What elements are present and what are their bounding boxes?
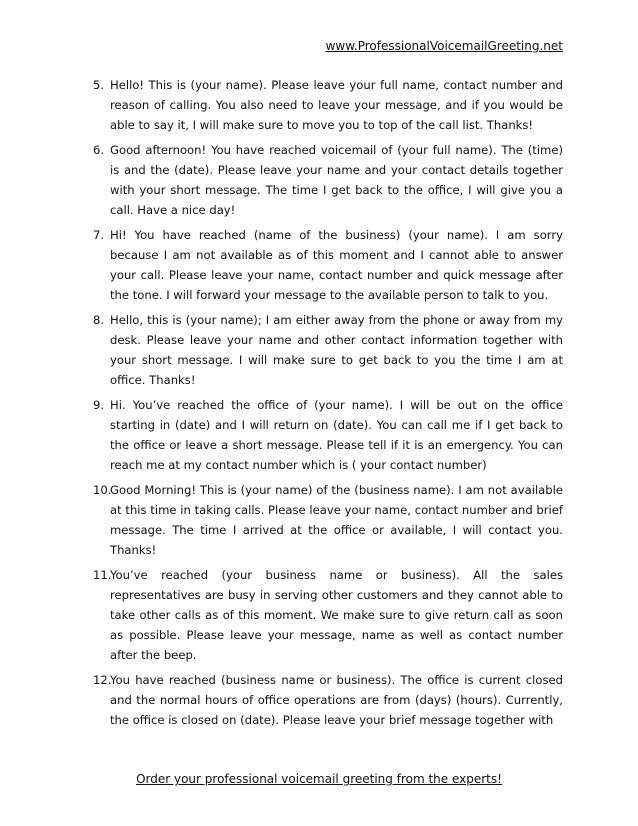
item-number: 11. <box>93 568 112 582</box>
item-number: 6. <box>93 143 105 157</box>
list-item <box>93 565 563 665</box>
greeting-list <box>93 75 563 735</box>
item-number: 10. <box>93 483 112 497</box>
list-item <box>93 225 563 305</box>
list-item <box>93 480 563 560</box>
item-text: Hello, this is (your name); I am either away from the phone or away from my desk. Please leave your name and other contact information together with your short message. I will make sure to get back to you the time I am at office. Thanks! <box>110 313 563 387</box>
list-item <box>93 395 563 475</box>
item-number: 7. <box>93 228 105 242</box>
item-text: Good Morning! This is (your name) of the (business name). I am not available at this time in taking calls. Please leave your name, contact number and brief message. The time I arrived at the office or available, I will contact you. Thanks! <box>110 483 563 557</box>
item-text: You have reached (business name or business). The office is current closed and the normal hours of office operations are from (days) (hours). Currently, the office is closed on (date). Please leave your brief message together with <box>110 673 563 727</box>
item-text: Hello! This is (your name). Please leave your full name, contact number and reason of calling. You also need to leave your message, and if you would be able to say it, I will make sure to move you to top of the call list. Thanks! <box>110 78 563 132</box>
item-text: You’ve reached (your business name or business). All the sales representatives are busy in serving other customers and they cannot able to take other calls as of this moment. We make sure to give return call as soon as possible. Please leave your message, name as well as contact number after the beep. <box>110 568 563 662</box>
item-number: 12. <box>93 673 112 687</box>
item-text: Good afternoon! You have reached voicemail of (your full name). The (time) is and the (date). Please leave your name and your contact details together with your short message. The time I get back to the office, I will give you a call. Have a nice day! <box>110 143 563 217</box>
item-text: Hi. You’ve reached the office of (your name). I will be out on the office starting in (date) and I will return on (date). You can call me if I get back to the office or leave a short message. Please tell if it is an emergency. You can reach me at my contact number which is ( your contact number) <box>110 398 563 472</box>
item-number: 9. <box>93 398 105 412</box>
item-text: Hi! You have reached (name of the business) (your name). I am sorry because I am not available as of this moment and I cannot able to answer your call. Please leave your name, contact number and quick message after the tone. I will forward your message to the available person to talk to you. <box>110 228 563 302</box>
list-item <box>93 140 563 220</box>
list-item <box>93 310 563 390</box>
list-item <box>93 670 563 730</box>
order-greeting-link[interactable]: Order your professional voicemail greeting from the experts! <box>136 772 502 786</box>
item-number: 8. <box>93 313 105 327</box>
item-number: 5. <box>93 78 105 92</box>
website-link[interactable]: www.ProfessionalVoicemailGreeting.net <box>325 39 563 53</box>
list-item <box>93 75 563 135</box>
